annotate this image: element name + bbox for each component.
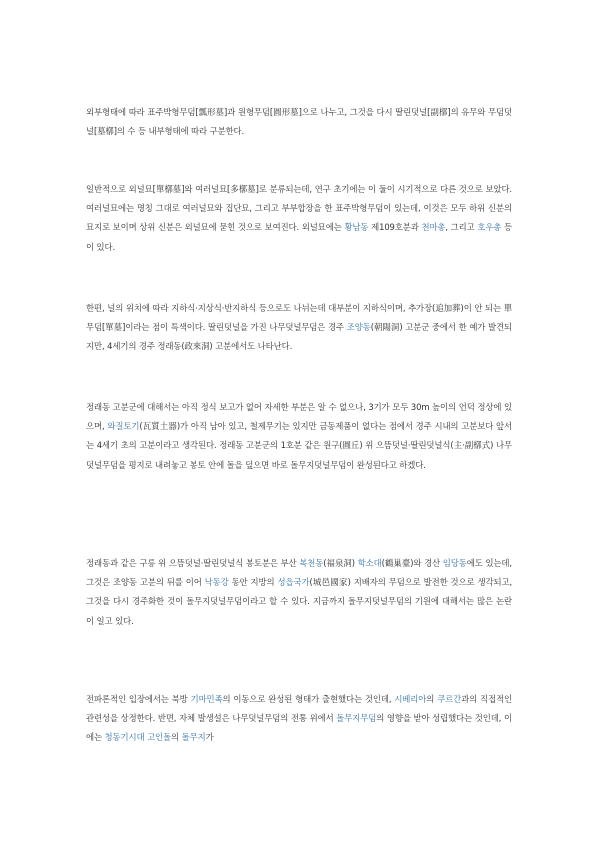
link-houchong[interactable]: 호우총: [477, 222, 502, 233]
paragraph-2: [86, 180, 512, 257]
paragraph-6-text: 의 이동으로 완성된 형태가 출현했다는 것인데,: [222, 694, 395, 704]
paragraph-1: [86, 103, 512, 141]
paragraph-2-text: , 그리고: [445, 222, 478, 233]
link-haksodae[interactable]: 학소대: [357, 558, 382, 568]
paragraph-5: [86, 554, 512, 631]
paragraph-6-text: 전파론적인 입장에서는 북방: [86, 694, 191, 704]
paragraph-6: [86, 690, 512, 748]
link-seongeup-state[interactable]: 성읍국가: [277, 577, 310, 588]
link-joyangdong[interactable]: 조양동: [346, 322, 371, 333]
paragraph-5-text: 정래동과 같은 구릉 위 으뜸덧널·딸린덧널식 봉토분은 부산: [86, 558, 300, 568]
link-wajil-pottery[interactable]: 와질토기: [107, 421, 140, 432]
paragraph-2-text: 일반적으로 외널묘[單槨墓]와 여러널묘[多槨墓]로 분류되는데, 연구 초기에는 이 둘이 시기적으로 다른 것으로 보았다. 여러널묘에는 명칭 그대로 여러널묘와 집단묘, 그리고 부부합장을 한 표주박형무덤이 있는데, 이것은 모두 하위 신분의 묘지로 보이며 상위 신분은 외널묘에 묻힌 것으로 보여진다. 외널묘에는: [86, 184, 512, 233]
link-siberia[interactable]: 시베리아: [394, 694, 427, 704]
link-dolmen[interactable]: 고인돌: [147, 732, 172, 743]
paragraph-5-text: 동안 지방의: [228, 577, 278, 588]
link-cheonmachong[interactable]: 천마총: [421, 222, 446, 233]
paragraph-6-text: 의: [426, 694, 438, 704]
paragraph-1-text: 외부형태에 따라 표주박형무덤[瓢形墓]과 원형무덤[圓形墓]으로 나누고, 그것을 다시 딸린덧널[副槨]의 유무와 무덤덧널[墓槨]의 수 등 내부형태에 따라 구분한다.: [86, 107, 512, 137]
link-stone-mound-tomb[interactable]: 돌무지무덤: [336, 713, 377, 724]
link-bokcheondong[interactable]: 복천동: [299, 558, 324, 568]
paragraph-6-text: 과의 직접적인 관련성을 상정한다. 반면, 자체 발생설은 나무덧널무덤의 전통 위에서: [86, 694, 512, 724]
paragraph-2-text: 등이 있다.: [86, 222, 512, 252]
link-kurgan[interactable]: 쿠르간: [437, 694, 462, 704]
paragraph-5-text: (鶴巢臺)와 경산: [381, 558, 443, 568]
paragraph-6-text: 가: [205, 732, 214, 743]
paragraph-3-text: (朝陽洞) 고분군 중에서 한 예가 발견되지만, 4세기의 경주 정래동(政來洞) 고분에서도 나타난다.: [86, 322, 512, 352]
paragraph-6-text: 의 영향을 받아 성립했다는 것인데, 이에는: [86, 713, 512, 743]
paragraph-3-text: 한편, 널의 위치에 따라 지하식·지상식·반지하식 등으로도 나뉘는데 대부분이 지하식이며, 추가장(追加葬)이 안 되는 單무덤[單墓]이라는 점이 특색이다. 딸린덧널을 가진 나무덧널무덤은 경주: [86, 303, 512, 333]
link-bronze-age[interactable]: 청동기시대: [104, 732, 145, 743]
paragraph-2-text: 제109호분과: [368, 222, 422, 233]
link-horse-riding-people[interactable]: 기마민족: [190, 694, 223, 704]
paragraph-3: [86, 299, 512, 357]
link-hwangnamdong[interactable]: 황남동: [344, 222, 369, 233]
paragraph-6-text: 의: [171, 732, 182, 743]
paragraph-5-text: (城邑國家) 지배자의 무덤으로 발전한 것으로 생각되고, 그것을 다시 경주화한 것이 돌무지덧널무덤이라고 할 수 있다. 지금까지 돌무지덧널무덤의 기원에 대해서는 많은 논란이 일고 있다.: [86, 577, 513, 626]
paragraph-4-text: (瓦質土器)가 아직 남아 있고, 철제무기는 있지만 금동제품이 없다는 점에서 경주 시내의 고분보다 앞서는 4세기 초의 고분이라고 생각된다. 정래동 고분군의 1호분 같은 원구(圓丘) 위 으뜸덧널·딸린덧널식(主·副槨式) 나무덧널무덤을 평지로 내려놓고 봉토 안에 돌을 덮으면 바로 돌무지덧널무덤이 완성된다고 하겠다.: [86, 421, 512, 470]
paragraph-5-text: 에도 있는데, 그것은 조양동 고분의 뒤를 이어: [86, 558, 512, 588]
link-stone-mound[interactable]: 돌무지: [181, 732, 206, 743]
link-nakdonggang[interactable]: 낙동강: [204, 577, 229, 588]
paragraph-4-text: 정래동 고분군에 대해서는 아직 정식 보고가 없어 자세한 부분은 알 수 없으나, 3기가 모두 30m 높이의 언덕 정상에 있으며,: [86, 402, 512, 432]
paragraph-5-text: (福泉洞): [323, 558, 358, 568]
link-imdangdong[interactable]: 임당동: [442, 558, 467, 568]
paragraph-4: [86, 398, 512, 475]
